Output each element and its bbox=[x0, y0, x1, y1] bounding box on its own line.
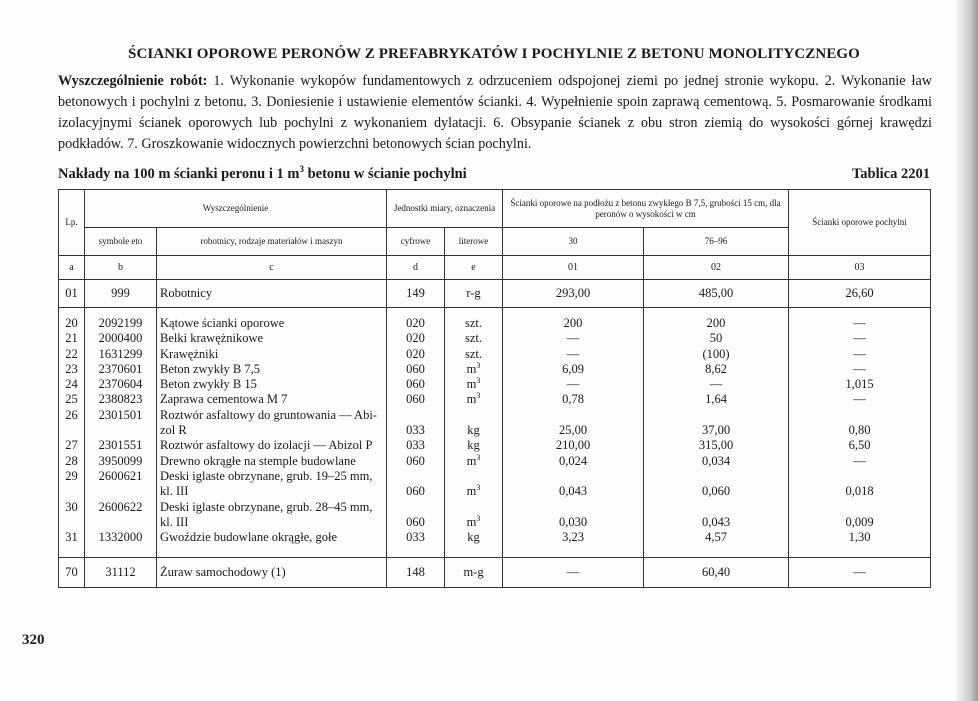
material-cyf-0: 020 bbox=[406, 316, 425, 330]
col-letter-d: d bbox=[387, 256, 445, 280]
material-v30-6 bbox=[506, 408, 640, 423]
material-cyf-13: 060 bbox=[406, 514, 425, 529]
material-v30-1: — bbox=[566, 331, 580, 346]
col-number-03: 03 bbox=[789, 256, 931, 280]
material-name-12: Deski iglaste obrzynane, grub. 28–45 mm, bbox=[160, 499, 373, 514]
row01-cyfrowe: 149 bbox=[387, 280, 445, 308]
header-lp: Lp. bbox=[59, 190, 85, 256]
material-v30-12 bbox=[506, 500, 640, 515]
material-lit-9: $m^3$ bbox=[466, 452, 481, 468]
header-row-1 bbox=[59, 190, 931, 228]
material-unit-sup-3: 3 bbox=[476, 360, 481, 370]
material-name-1: Belki krawężnikowe bbox=[160, 331, 264, 346]
material-cyf-11: 060 bbox=[406, 484, 425, 499]
material-vp-6 bbox=[792, 408, 927, 423]
material-lp-8: 27 bbox=[65, 438, 78, 453]
material-lp-10: 29 bbox=[65, 468, 78, 483]
material-vp-2: — bbox=[853, 346, 866, 361]
row01-value-pochylni: 26,60 bbox=[789, 280, 931, 308]
material-lit-2: szt. bbox=[465, 346, 483, 361]
material-sym-4: 2370604 bbox=[98, 377, 143, 392]
row70-cyfrowe: 148 bbox=[387, 558, 445, 588]
row01-symbol: 999 bbox=[85, 280, 157, 308]
material-lp-3: 23 bbox=[65, 361, 78, 376]
header-robotnicy: robotnicy, rodzaje materiałów i maszyn bbox=[157, 228, 387, 256]
page-title: ŚCIANKI OPOROWE PERONÓW Z PREFABRYKATÓW I POCHYLNIE Z BETONU MONOLITYCZNEGO bbox=[128, 46, 860, 62]
row70-symbol: 31112 bbox=[85, 558, 157, 588]
col-number-02: 02 bbox=[644, 256, 789, 280]
material-sym-5: 2380823 bbox=[98, 392, 143, 407]
material-cyf-5: 060 bbox=[406, 392, 425, 407]
material-v76-7: 37,00 bbox=[701, 423, 731, 438]
header-cyfrowe: cyfrowe bbox=[387, 228, 445, 256]
material-lit-13: $m^3$ bbox=[466, 513, 481, 529]
material-cyf-4: 060 bbox=[406, 377, 425, 392]
material-lit-5: $m^3$ bbox=[466, 391, 481, 407]
material-cyf-10 bbox=[390, 469, 441, 484]
naklady-suffix: betonu w ścianie pochylni bbox=[303, 166, 467, 182]
material-vp-7: 0,80 bbox=[848, 423, 871, 438]
material-name-4: Beton zwykły B 15 bbox=[160, 377, 257, 392]
material-lp-11 bbox=[62, 484, 81, 499]
col-letter-b: b bbox=[85, 256, 157, 280]
column-letter-row bbox=[59, 256, 931, 280]
material-lp-7 bbox=[62, 423, 81, 438]
row70-lp: 70 bbox=[59, 558, 85, 588]
material-cyf-8: 033 bbox=[406, 438, 425, 453]
material-unit-sup-9: 3 bbox=[476, 452, 481, 462]
material-cyf-9: 060 bbox=[406, 453, 425, 468]
material-sym-9: 3950099 bbox=[98, 453, 143, 468]
material-v30-3: 6,09 bbox=[562, 361, 584, 376]
material-v76-8: 315,00 bbox=[698, 438, 734, 453]
header-h30: 30 bbox=[503, 228, 644, 256]
material-vp-13: 0,009 bbox=[845, 514, 874, 529]
material-cyf-1: 020 bbox=[406, 331, 425, 346]
material-unit-sup-13: 3 bbox=[476, 513, 481, 523]
material-name-2: Krawężniki bbox=[160, 346, 219, 361]
row01-literowe: r-g bbox=[445, 280, 503, 308]
material-v76-1: 50 bbox=[709, 331, 723, 346]
material-v30-9: 0,024 bbox=[558, 453, 588, 468]
material-lit-10 bbox=[448, 469, 499, 484]
material-vp-4: 1,015 bbox=[845, 377, 874, 392]
material-unit-sup-11: 3 bbox=[476, 483, 481, 493]
material-vp-11: 0,018 bbox=[845, 484, 874, 499]
intro-paragraph bbox=[58, 71, 932, 155]
header-literowe: literowe bbox=[445, 228, 503, 256]
material-v30-4: — bbox=[566, 377, 580, 392]
material-unit-sup-4: 3 bbox=[476, 376, 481, 386]
material-lit-14: kg bbox=[467, 530, 480, 545]
row01-value-76: 485,00 bbox=[644, 280, 789, 308]
material-sym-0: 2092199 bbox=[98, 316, 143, 330]
naklady-sup: 3 bbox=[299, 164, 304, 175]
naklady-table bbox=[58, 189, 931, 588]
material-v30-5: 0,78 bbox=[562, 392, 584, 407]
material-vp-9: — bbox=[853, 453, 866, 468]
material-vp-14: 1,30 bbox=[848, 530, 871, 545]
material-unit-sup-5: 3 bbox=[476, 391, 481, 401]
material-cyf-2: 020 bbox=[406, 346, 425, 361]
material-v76-5: 1,64 bbox=[705, 392, 727, 407]
naklady-prefix: Nakłady na 100 m ścianki peronu i 1 m bbox=[58, 166, 300, 182]
header-wyszczegolnienie: Wyszczególnienie bbox=[85, 190, 387, 228]
material-v30-10 bbox=[506, 469, 640, 484]
materials-lp-cell bbox=[59, 308, 85, 558]
header-scianki-pochylni: Ścianki oporowe pochylni bbox=[789, 190, 931, 256]
table-row-robotnicy bbox=[59, 280, 931, 308]
material-lit-11: $m^3$ bbox=[466, 483, 481, 499]
materials-literowe-cell bbox=[445, 308, 503, 558]
material-lp-5: 25 bbox=[65, 392, 78, 407]
material-lit-1: szt. bbox=[465, 331, 483, 346]
tablica-number: Tablica 2201 bbox=[851, 166, 930, 182]
material-sym-11 bbox=[88, 484, 153, 499]
material-name-3: Beton zwykły B 7,5 bbox=[160, 361, 260, 376]
materials-name-cell bbox=[157, 308, 387, 558]
material-lp-2: 22 bbox=[65, 346, 78, 361]
material-name-6: Roztwór asfaltowy do gruntowania — Abi- bbox=[160, 407, 377, 422]
table-row-zuraw bbox=[59, 558, 931, 588]
row01-name: Robotnicy bbox=[157, 280, 387, 308]
material-lp-0: 20 bbox=[65, 316, 78, 330]
material-lp-4: 24 bbox=[65, 377, 78, 392]
materials-cyfrowe-cell bbox=[387, 308, 445, 558]
material-sym-13 bbox=[88, 515, 153, 530]
header-symbole: symbole eto bbox=[85, 228, 157, 256]
intro-label: Wyszczególnienie robót: bbox=[58, 73, 208, 89]
material-v76-9: 0,034 bbox=[701, 453, 731, 468]
material-lit-8: kg bbox=[467, 438, 480, 453]
material-cyf-6 bbox=[390, 408, 441, 423]
material-v76-11: 0,060 bbox=[701, 484, 731, 499]
materials-value-pochylni-cell bbox=[789, 308, 931, 558]
material-lit-7: kg bbox=[467, 423, 480, 438]
material-lit-4: $m^3$ bbox=[466, 376, 481, 392]
material-vp-12 bbox=[792, 500, 927, 515]
material-v76-6 bbox=[647, 408, 785, 423]
naklady-heading bbox=[58, 166, 930, 183]
naklady-text bbox=[58, 166, 467, 183]
material-cyf-14: 033 bbox=[406, 530, 425, 545]
material-lp-12: 30 bbox=[65, 499, 78, 514]
material-v76-13: 0,043 bbox=[701, 514, 731, 529]
material-name-11: kl. III bbox=[160, 484, 189, 499]
material-name-9: Drewno okrągłe na stemple budowlane bbox=[160, 453, 356, 468]
material-v76-12 bbox=[647, 500, 785, 515]
material-vp-3: — bbox=[853, 361, 866, 376]
material-name-0: Kątowe ścianki oporowe bbox=[160, 316, 285, 330]
material-v76-0: 200 bbox=[706, 316, 726, 330]
header-h76: 76–96 bbox=[644, 228, 789, 256]
material-sym-10: 2600621 bbox=[98, 468, 143, 483]
row01-value-30: 293,00 bbox=[503, 280, 644, 308]
material-lit-6 bbox=[448, 408, 499, 423]
material-cyf-3: 060 bbox=[406, 361, 425, 376]
material-sym-8: 2301551 bbox=[98, 438, 143, 453]
material-cyf-12 bbox=[390, 500, 441, 515]
material-lp-13 bbox=[62, 515, 81, 530]
material-name-5: Zaprawa cementowa M 7 bbox=[160, 392, 288, 407]
material-sym-3: 2370601 bbox=[98, 361, 143, 376]
material-name-10: Deski iglaste obrzynane, grub. 19–25 mm, bbox=[160, 468, 373, 483]
material-v76-4: — bbox=[709, 377, 723, 392]
material-v76-10 bbox=[647, 469, 785, 484]
material-v76-2: (100) bbox=[702, 346, 730, 361]
material-sym-2: 1631299 bbox=[98, 346, 143, 361]
material-lit-3: $m^3$ bbox=[466, 360, 481, 376]
materials-value-76-cell bbox=[644, 308, 789, 558]
material-sym-1: 2000400 bbox=[98, 331, 143, 346]
material-lp-6: 26 bbox=[65, 407, 78, 422]
material-v76-14: 4,57 bbox=[705, 530, 727, 545]
material-lp-14: 31 bbox=[65, 530, 78, 545]
col-number-01: 01 bbox=[503, 256, 644, 280]
material-v30-2: — bbox=[566, 346, 580, 361]
material-vp-1: — bbox=[853, 331, 866, 346]
scan-edge-shadow bbox=[956, 0, 978, 701]
table-row-materials bbox=[59, 308, 931, 558]
row70-value-30: — bbox=[503, 558, 644, 588]
material-v30-7: 25,00 bbox=[558, 423, 588, 438]
material-vp-5: — bbox=[853, 392, 866, 407]
row70-value-pochylni: — bbox=[789, 558, 931, 588]
materials-symbol-cell bbox=[85, 308, 157, 558]
col-letter-a: a bbox=[59, 256, 85, 280]
material-vp-10 bbox=[792, 469, 927, 484]
material-v30-13: 0,030 bbox=[558, 514, 588, 529]
material-vp-0: — bbox=[853, 316, 866, 330]
material-lit-12 bbox=[448, 500, 499, 515]
material-name-14: Gwoździe budowlane okrągłe, gołe bbox=[160, 530, 338, 545]
material-sym-14: 1332000 bbox=[98, 530, 143, 545]
row01-lp: 01 bbox=[59, 280, 85, 308]
row70-literowe: m-g bbox=[445, 558, 503, 588]
material-sym-7 bbox=[88, 423, 153, 438]
material-name-7: zol R bbox=[160, 423, 187, 438]
material-lit-0: szt. bbox=[465, 316, 483, 330]
material-v30-8: 210,00 bbox=[555, 438, 591, 453]
material-v30-0: 200 bbox=[563, 316, 583, 330]
row70-value-76: 60,40 bbox=[644, 558, 789, 588]
material-lp-9: 28 bbox=[65, 453, 78, 468]
intro-text: 1. Wykonanie wykopów fundamentowych z odrzuceniem odspojonej ziemi po jednej stronie wykopu. 2. Wykonanie ław betonowych i pochylni z betonu. 3. Doniesienie i ustawienie elementów ścianki. 4. Wypełnienie spoin zaprawą cementową. 5. Posmarowanie środkami izolacyjnymi ścianek oporowych lub pochylni z wykonaniem dylatacji. 6. Obsypanie ścianek z obu stron ziemią do wysokości górnej krawędzi podkładów. 7. Groszkowanie widocznych powierzchni betonowych ścian pochylni. bbox=[58, 73, 932, 152]
material-lp-1: 21 bbox=[65, 331, 78, 346]
material-name-8: Roztwór asfaltowy do izolacji — Abizol P bbox=[160, 438, 373, 453]
materials-value-30-cell bbox=[503, 308, 644, 558]
material-v76-3: 8,62 bbox=[705, 361, 727, 376]
material-vp-8: 6,50 bbox=[848, 438, 871, 453]
col-letter-c: c bbox=[157, 256, 387, 280]
header-jednostki: Jednostki miary, oznaczenia bbox=[387, 190, 503, 228]
col-letter-e: e bbox=[445, 256, 503, 280]
material-v30-14: 3,23 bbox=[562, 530, 584, 545]
header-scianki-podlozu: Ścianki oporowe na podłożu z betonu zwykłego B 7,5, grubości 15 cm, dla peronów o wysokości w cm bbox=[503, 190, 789, 228]
material-cyf-7: 033 bbox=[406, 423, 425, 438]
material-v30-11: 0,043 bbox=[558, 484, 588, 499]
material-sym-12: 2600622 bbox=[98, 499, 143, 514]
material-name-13: kl. III bbox=[160, 514, 189, 529]
material-sym-6: 2301501 bbox=[98, 407, 143, 422]
page-number: 320 bbox=[22, 632, 45, 648]
row70-name: Żuraw samochodowy (1) bbox=[157, 558, 387, 588]
